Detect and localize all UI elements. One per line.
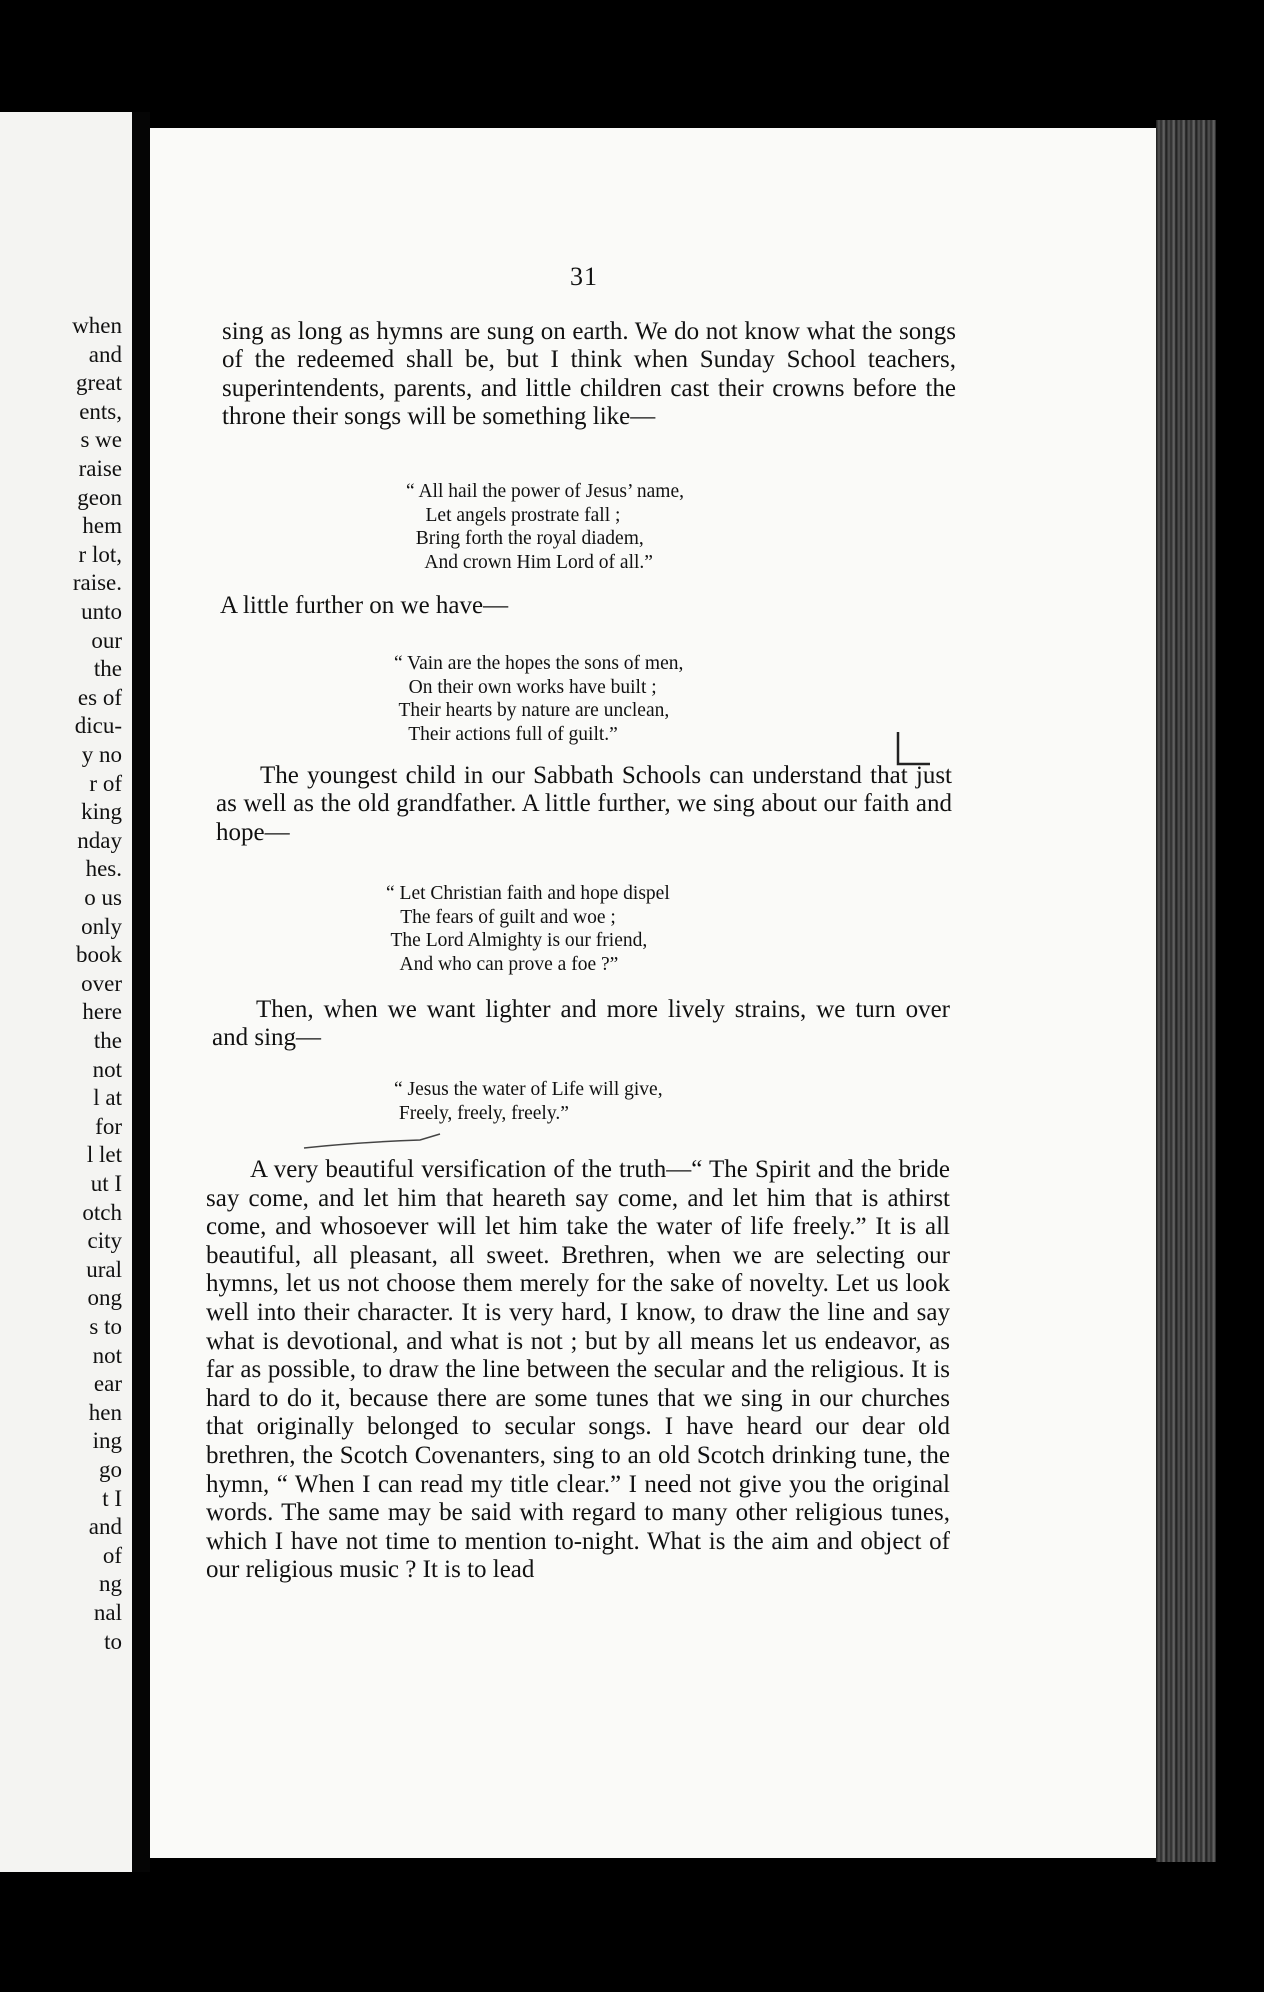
left-page-fragment: otch [82,1199,122,1225]
left-page-fragment: s we [80,427,122,453]
left-page-fragment: l at [93,1085,122,1111]
paragraph-4-text: Then, when we want lighter and more lively strains, we turn over and sing— [212,996,950,1052]
left-page-fragment: ear [93,1371,122,1397]
verse-4-line-2: Freely, freely, freely.” [394,1102,569,1124]
left-page-fragment: dicu- [74,713,122,739]
verse-1-line-2: Let angels prostrate fall ; [406,504,621,526]
left-page-fragment: o us [84,885,122,910]
paragraph-4 [212,996,950,1053]
verse-2-line-3: Their hearts by nature are unclean, [394,700,670,721]
paragraph-1-text: sing as long as hymns are sung on earth. We do not know what the songs of the redeemed shall be, but I think when Sunday School teachers, superintendents, parents, and little children cast their crowns before the throne their songs will be something like— [222,318,956,431]
page-number: 31 [570,262,598,291]
verse-1-line-3: Bring forth the royal diadem, [406,528,644,549]
left-page-fragment: ong [87,1285,122,1311]
left-page-fragment: ing [92,1428,122,1454]
paragraph-2-text: A little further on we have— [220,592,509,619]
paragraph-5 [206,1156,950,1585]
verse-3-line-3: The Lord Almighty is our friend, [386,930,648,951]
paragraph-2 [220,592,620,620]
left-page-fragment: r lot, [78,541,122,567]
verse-1-line-4: And crown Him Lord of all.” [406,551,653,573]
left-page-fragment: the [93,656,122,682]
left-page-fragment: unto [81,599,122,624]
verse-1 [406,480,684,574]
pencil-bracket-mark [890,728,940,778]
verse-3 [386,882,670,976]
left-page-fragment: and [88,341,122,367]
verse-2-line-1: “ Vain are the hopes the sons of men, [394,653,684,674]
left-page-fragment: r of [89,770,122,796]
verse-2 [394,652,683,746]
right-page [150,128,1156,1858]
left-page-fragment: when [72,313,122,338]
left-page-fragment: raise [78,456,122,481]
verse-3-line-4: And who can prove a foe ?” [386,953,619,975]
left-page-fragment: hen [88,1399,122,1425]
left-page-fragment: ural [86,1256,122,1282]
verse-1-line-1: “ All hail the power of Jesus’ name, [406,481,684,502]
left-page-fragment: and [88,1514,122,1540]
left-page-fragment: l let [86,1142,122,1168]
left-page-fragment: hes. [85,856,122,882]
left-page-fragment: book [76,942,122,968]
verse-2-line-4: Their actions full of guilt.” [394,723,618,745]
left-page-fragment: great [76,370,122,396]
left-page-fragment: over [81,970,122,996]
left-page-fragment: geon [77,484,122,510]
left-page-fragment: city [87,1228,122,1254]
left-page-fragment: king [81,799,122,825]
left-page-fragment: not [92,1056,122,1082]
paragraph-5-text: A very beautiful versification of the truth—“ The Spirit and the bride say come, and let him that heareth say come, and let him that is athirst come, and whosoever will let him take the water of life freely.” It is all beautiful, all pleasant, all sweet. Brethren, when we are selecting our hymns, let us not choose them merely for the sake of novelty. Let us look well into their character. It is very hard, I know, to draw the line and say what is devotional, and what is not ; but by all means let us endeavor, as far as possible, to draw the line between the secular and the religious. It is hard to do it, because there are some tunes that we sing in our churches that originally belonged to secular songs. I have heard our dear old brethren, the Scotch Covenanters, sing to an old Scotch drinking tune, the hymn, “ When I can read my title clear.” I need not give you the original words. The same may be said with regard to many other religious tunes, which I have not time to mention to-night. What is the aim and object of our religious music ? It is to lead [206,1156,950,1584]
left-page-fragment: t I [102,1485,122,1511]
paragraph-1 [222,318,956,432]
pencil-underline-mark [300,1128,460,1158]
left-page-fragment: for [95,1113,122,1139]
left-page-fragment: es of [77,684,122,710]
verse-3-line-2: The fears of guilt and woe ; [386,906,616,928]
page-edges [1156,120,1216,1862]
left-page-fragment: nday [77,827,122,853]
verse-2-line-2: On their own works have built ; [394,676,657,698]
verse-3-line-1: “ Let Christian faith and hope dispel [386,883,670,904]
left-page-fragment: here [82,999,122,1025]
paragraph-3-text: The youngest child in our Sabbath Schools can understand that just as well as the old grandfather. A little further, we sing about our faith and hope— [216,762,952,846]
left-page-fragment: to [104,1628,122,1654]
left-page-fragment: the [93,1028,122,1053]
left-page-fragment: ng [99,1571,122,1597]
left-page-fragment: of [102,1542,122,1568]
left-page-fragment: y no [81,742,122,767]
book-gutter [132,112,150,1872]
left-page-fragment: not [92,1342,122,1368]
left-page-fragment: ut I [90,1171,122,1196]
verse-4-line-1: “ Jesus the water of Life will give, [394,1079,663,1100]
left-page-fragment: ents, [79,398,122,424]
left-page-fragment: hem [82,513,122,539]
left-page-fragment: raise. [72,570,122,596]
left-page-fragment: only [81,913,122,939]
verse-4 [394,1078,663,1125]
paragraph-3 [216,762,952,847]
left-page-fragment: s to [89,1314,122,1339]
left-page-fragment: our [91,627,122,653]
left-page-fragment: nal [93,1600,122,1625]
left-facing-page [0,112,132,1872]
left-page-fragment: go [99,1457,122,1482]
